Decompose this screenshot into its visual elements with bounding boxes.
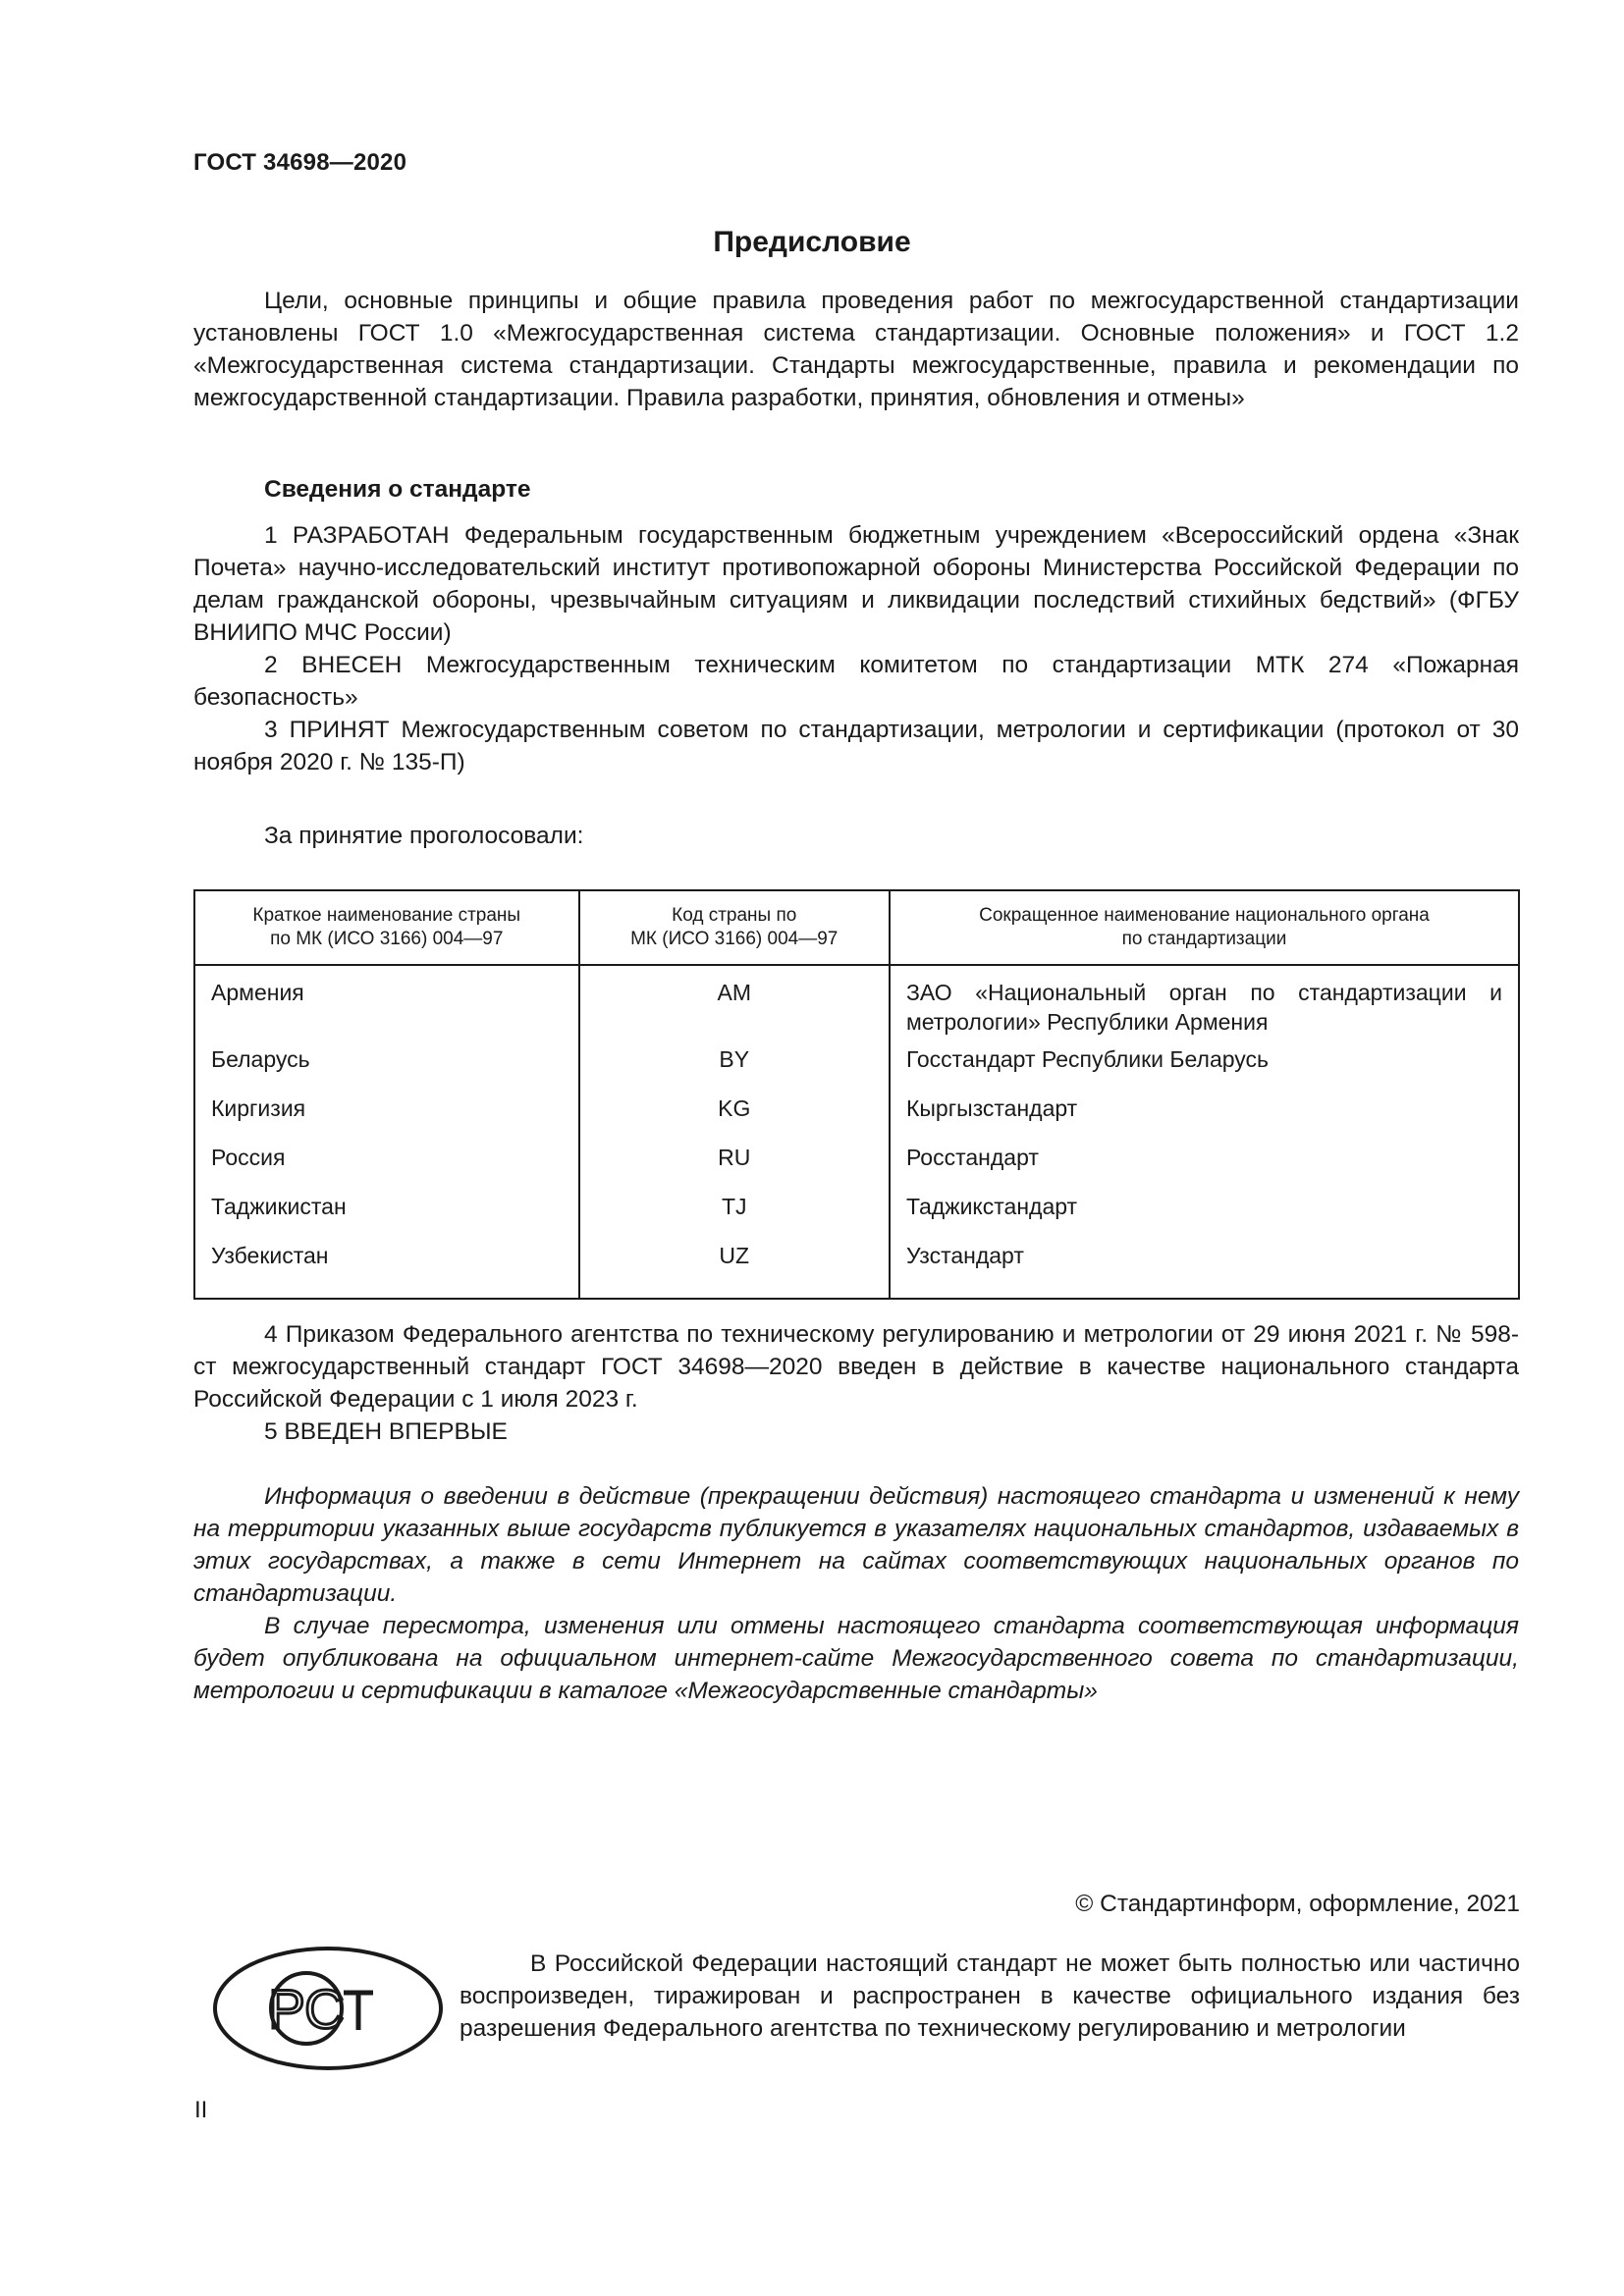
cell-country: Беларусь bbox=[194, 1044, 579, 1094]
note-information: Информация о введении в действие (прекращении действия) настоящего стандарта и изменений к нему на территории указанных выше государств публикуется в указателях национальных стандартов, издаваемых в этих государствах, а также в сети Интернет на сайтах соответствующих национальных органов по стандартизации. bbox=[193, 1483, 1519, 1607]
member-states-table bbox=[193, 889, 1520, 1300]
enactment-section bbox=[193, 1318, 1519, 1448]
copyright-line: © Стандартинформ, оформление, 2021 bbox=[1075, 1891, 1520, 1917]
info-heading: Сведения о стандарте bbox=[264, 476, 531, 503]
table-row bbox=[194, 1044, 1519, 1094]
header-country: Краткое наименование страны по МК (ИСО 3166) 004—97 bbox=[194, 890, 579, 965]
page-number: II bbox=[194, 2097, 208, 2123]
item-introduced: 2 ВНЕСЕН Межгосударственным техническим комитетом по стандартизации МТК 274 «Пожарная безопасность» bbox=[193, 652, 1519, 711]
cell-country: Узбекистан bbox=[194, 1241, 579, 1299]
cell-code: UZ bbox=[579, 1241, 890, 1299]
table-header-row bbox=[194, 890, 1519, 965]
header-org: Сокращенное наименование национального органа по стандартизации bbox=[890, 890, 1519, 965]
intro-section bbox=[193, 285, 1519, 414]
page-title: Предисловие bbox=[713, 226, 911, 258]
rst-certification-logo-icon bbox=[210, 1944, 446, 2073]
table-row bbox=[194, 1094, 1519, 1143]
cell-country: Россия bbox=[194, 1143, 579, 1192]
cell-country: Таджикистан bbox=[194, 1192, 579, 1241]
table-row bbox=[194, 1192, 1519, 1241]
item-adopted: 3 ПРИНЯТ Межгосударственным советом по стандартизации, метрологии и сертификации (протокол от 30 ноября 2020 г. № 135-П) bbox=[193, 717, 1519, 775]
item-developed: 1 РАЗРАБОТАН Федеральным государственным бюджетным учреждением «Всероссийский ордена «Знак Почета» научно-исследовательский институт противопожарной обороны Министерства Российской Федерации по делам гражданской обороны, чрезвычайным ситуациям и ликвидации последствий стихийных бедствий» (ФГБУ ВНИИПО МЧС России) bbox=[193, 522, 1519, 646]
cell-code: BY bbox=[579, 1044, 890, 1094]
cell-org: Таджикстандарт bbox=[890, 1192, 1519, 1241]
votes-label: За принятие проголосовали: bbox=[264, 823, 584, 849]
cell-org: Росстандарт bbox=[890, 1143, 1519, 1192]
cell-code: AM bbox=[579, 965, 890, 1044]
cell-code: RU bbox=[579, 1143, 890, 1192]
reproduction-rights: В Российской Федерации настоящий стандарт не может быть полностью или частично воспроизведен, тиражирован и распространен в качестве официального издания без разрешения Федерального агентства по техническому регулированию и метрологии bbox=[460, 1950, 1520, 2042]
cell-org: Узстандарт bbox=[890, 1241, 1519, 1299]
cell-code: KG bbox=[579, 1094, 890, 1143]
item-first-introduced: 5 ВВЕДЕН ВПЕРВЫЕ bbox=[264, 1418, 508, 1445]
note-revision: В случае пересмотра, изменения или отмены настоящего стандарта соответствующая информация будет опубликована на официальном интернет-сайте Межгосударственного совета по стандартизации, метрологии и сертификации в каталоге «Межгосударственные стандарты» bbox=[193, 1613, 1519, 1704]
intro-paragraph: Цели, основные принципы и общие правила проведения работ по межгосударственной стандартизации установлены ГОСТ 1.0 «Межгосударственная система стандартизации. Основные положения» и ГОСТ 1.2 «Межгосударственная система стандартизации. Стандарты межгосударственные, правила и рекомендации по межгосударственной стандартизации. Правила разработки, принятия, обновления и отмены» bbox=[193, 288, 1519, 411]
table-row bbox=[194, 965, 1519, 1044]
cell-org: ЗАО «Национальный орган по стандартизации и метрологии» Республики Армения bbox=[890, 965, 1519, 1044]
cell-org: Госстандарт Республики Беларусь bbox=[890, 1044, 1519, 1094]
table-row bbox=[194, 1143, 1519, 1192]
standard-code: ГОСТ 34698—2020 bbox=[193, 149, 407, 176]
cell-country: Киргизия bbox=[194, 1094, 579, 1143]
notes-section bbox=[193, 1480, 1519, 1707]
header-code: Код страны по МК (ИСО 3166) 004—97 bbox=[579, 890, 890, 965]
cell-org: Кыргызстандарт bbox=[890, 1094, 1519, 1143]
table-row bbox=[194, 1241, 1519, 1299]
logo-lettering: РС bbox=[268, 1978, 345, 2040]
standard-info-section bbox=[193, 473, 1519, 778]
item-order: 4 Приказом Федерального агентства по техническому регулированию и метрологии от 29 июня 2021 г. № 598-ст межгосударственный стандарт ГОСТ 34698—2020 введен в действие в качестве национального стандарта Российской Федерации с 1 июля 2023 г. bbox=[193, 1321, 1519, 1413]
cell-code: TJ bbox=[579, 1192, 890, 1241]
cell-country: Армения bbox=[194, 965, 579, 1044]
